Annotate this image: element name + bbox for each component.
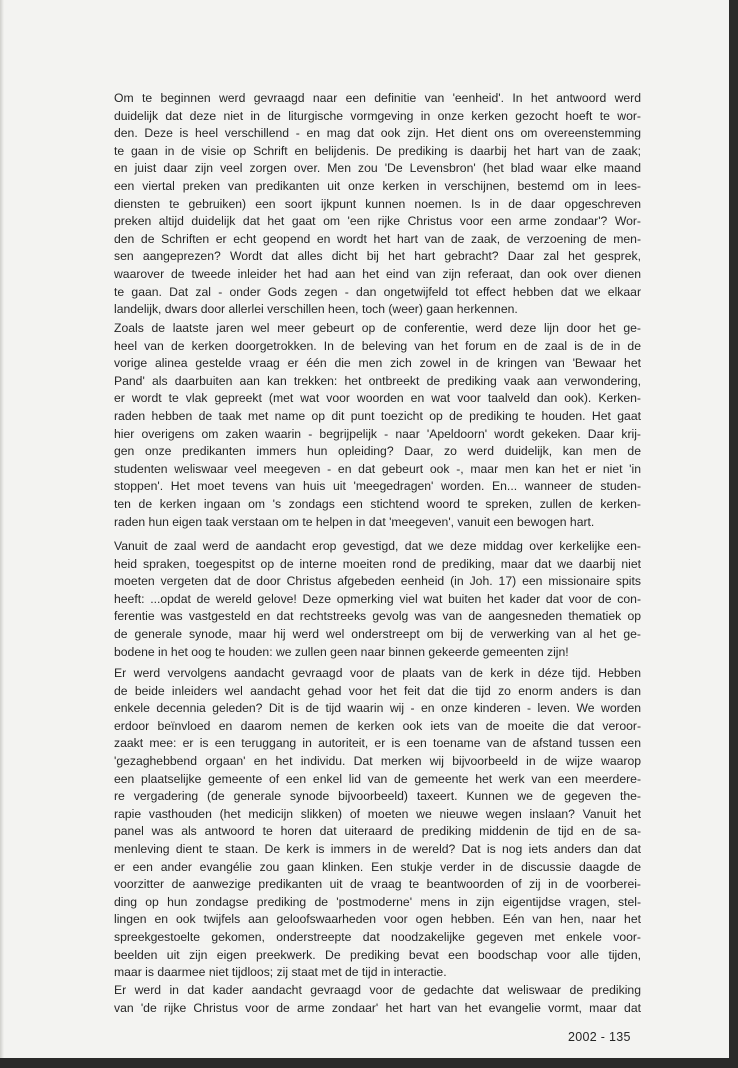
page-number: 2002 - 135 (568, 1030, 631, 1044)
text-line: rapie vasthouden (het medicijn slikken) of moeten we nieuwe wegen inslaan? Vanuit het (114, 806, 641, 821)
text-line: maar is daarmee niet tijdloos; zij staat met de tijd in interactie. (114, 965, 447, 980)
paragraph-1 (114, 90, 641, 319)
text-line: bodene in het oog te houden: we zullen geen naar binnen gekeerde gemeenten zijn! (114, 644, 569, 659)
text-line: re vergadering (de generale synode bijvoorbeeld) taxeert. Kunnen we de gegeven the- (114, 789, 641, 804)
paragraph-4 (114, 665, 641, 982)
text-line: zaakt mee: er is een teruggang in autoriteit, er is een toename van de afstand tussen een (114, 736, 641, 751)
text-line: landelijk, dwars door allerlei verschillen heen, toch (weer) gaan herkennen. (114, 302, 518, 317)
text-line: en juist daar zijn veel zorgen over. Men zou 'De Levensbron' (het blad waar elke maand (114, 161, 641, 176)
text-line: panel was als antwoord te horen dat uiteraard de prediking middenin de tijd en de sa- (114, 824, 641, 839)
text-line: gen onze predikanten immers hun opleiding? Daar, zo werd duidelijk, kan men de (114, 444, 641, 459)
text-line: raden hun eigen taak verstaan om te helpen in dat 'meegeven', vanuit een bewogen hart. (114, 514, 595, 529)
text-line: een viertal preken van predikanten uit onze kerken in verschijnen, bestemd om in lees- (114, 178, 641, 193)
text-line: een plaatselijke gemeente of een enkel lid van de gemeente het werk van een meerdere- (114, 771, 641, 786)
text-line: duidelijk dat deze niet in de liturgische vormgeving in onze kerken gezocht hoeft te wor- (114, 108, 641, 123)
text-line: ding op hun zondagse prediking de 'postmoderne' mens in zijn eigentijdse vragen, stel- (114, 894, 641, 909)
text-line: vorige alinea gestelde vraag er één die men zich zowel in de kringen van 'Bewaar het (114, 356, 641, 371)
text-line: de generale synode, maar hij werd wel onderstreept om bij de verwerking van al het ge- (114, 626, 641, 641)
text-line: er wordt te vlak gepreekt (met wat voor woorden en wat voor taalveld dan ook). Kerken- (114, 391, 641, 406)
text-line: raden hebben de taak met name op dit punt toezicht op de prediking te houden. Het gaat (114, 408, 641, 423)
text-line: te gaan in de visie op Schrift en belijdenis. De prediking is daarbij het hart van de zaak; (114, 143, 641, 158)
text-line: den. Deze is heel verschillend - en mag dat ook zijn. Het dient ons om overeenstemming (114, 126, 641, 141)
text-line: ten de kerken ingaan om 's zondags een stichtend woord te spreken, zullen de kerken- (114, 496, 641, 511)
text-line: Pand' als daarbuiten aan kan trekken: het ontbreekt de prediking vaak aan verwondering, (114, 373, 641, 388)
text-line: sen aangeprezen? Wordt dat alles dicht bij het hart gebracht? Daar zal het gesprek, (114, 249, 641, 264)
text-line: beelden uit zijn eigen preekwerk. De prediking bevat een boodschap voor alle tijden, (114, 947, 641, 962)
text-line: waarover de tweede inleider het had aan het eind van zijn referaat, dan ook over dienen (114, 266, 641, 281)
text-line: enkele decennia geleden? Dit is de tijd waarin wij - en onze kinderen - leven. We worden (114, 701, 641, 716)
paragraph-5 (114, 982, 641, 1017)
text-line: heel van de kerken doorgetrokken. In de beleving van het forum en de zaal is de in de (114, 338, 641, 353)
text-line: stoppen'. Het moet tevens van huis uit 'meegedragen' worden. En... wanneer de studen- (114, 479, 641, 494)
text-line: diensten te gebruiken) een soort ijkpunt kunnen noemen. Is in de daar opgeschreven (114, 196, 641, 211)
text-line: voorzitter de aanwezige predikanten uit de vraag te beantwoorden of zij in de voorberei- (114, 877, 641, 892)
text-line: Om te beginnen werd gevraagd naar een definitie van 'eenheid'. In het antwoord werd (114, 91, 641, 105)
text-line: Er werd vervolgens aandacht gevraagd voor de plaats van de kerk in déze tijd. Hebben (114, 666, 641, 680)
text-line: erdoor beïnvloed en daarom nemen de kerken ook iets van de moeite die dat veroor- (114, 718, 641, 733)
paragraph-3 (114, 538, 641, 661)
text-line: heeft: ...opdat de wereld gelove! Deze opmerking viel wat buiten het kader dat voor de con- (114, 591, 641, 606)
text-line: er een ander evangélie zou gaan klinken. Een stukje verder in de discussie daagde de (114, 859, 641, 874)
text-line: heid spraken, toegespitst op de interne moeiten rond de prediking, maar dat we daarbij niet (114, 556, 641, 571)
text-line: moeten vergeten dat de door Christus afgebeden eenheid (in Joh. 17) een missionaire spits (114, 574, 641, 589)
text-line: studenten weliswaar veel meegeven - en dat gebeurt ook -, maar men kan het er niet 'in (114, 461, 641, 476)
text-line: menleving dient te staan. De kerk is immers in de wereld? Dat is nog iets anders dan dat (114, 841, 641, 856)
text-line: de beide inleiders wel aandacht gehad voor het feit dat die tijd zo enorm anders is dan (114, 683, 641, 698)
text-line: den de Schriften er echt geopend en wordt het hart van de zaak, de verzoening de men- (114, 231, 641, 246)
text-line: Zoals de laatste jaren wel meer gebeurt op de conferentie, werd deze lijn door het ge- (114, 321, 641, 335)
paragraph-2 (114, 320, 641, 531)
text-line: preken altijd duidelijk dat het gaat om 'een rijke Christus voor een arme zondaar'? Wor- (114, 214, 641, 229)
text-line: ferentie was vastgesteld en dat rechtstreeks gevolg was van de aangesneden thematiek op (114, 609, 641, 624)
text-line: Er werd in dat kader aandacht gevraagd voor de gedachte dat weliswaar de prediking (114, 983, 641, 997)
text-line: te gaan. Dat zal - onder Gods zegen - dan ongetwijfeld tot effect hebben dat we elkaar (114, 284, 641, 299)
text-line: hier overigens om zaken waarin - begrijpelijk - naar 'Apeldoorn' wordt gekeken. Daar krij- (114, 426, 641, 441)
text-line: lingen en ook twijfels aan geloofswaarheden voor ogen hebben. Eén van hen, naar het (114, 912, 641, 927)
text-line: 'gezaghebbend orgaan' en het individu. Dat merken wij bijvoorbeeld in de wijze waarop (114, 753, 641, 768)
text-line: spreekgestoelte gekomen, onderstreepte dat noodzakelijke gegeven met enkele voor- (114, 929, 641, 944)
text-line: van 'de rijke Christus voor de arme zondaar' het hart van het evangelie vormt, maar dat (114, 1000, 641, 1015)
text-line: Vanuit de zaal werd de aandacht erop gevestigd, dat we deze middag over kerkelijke een- (114, 539, 641, 553)
